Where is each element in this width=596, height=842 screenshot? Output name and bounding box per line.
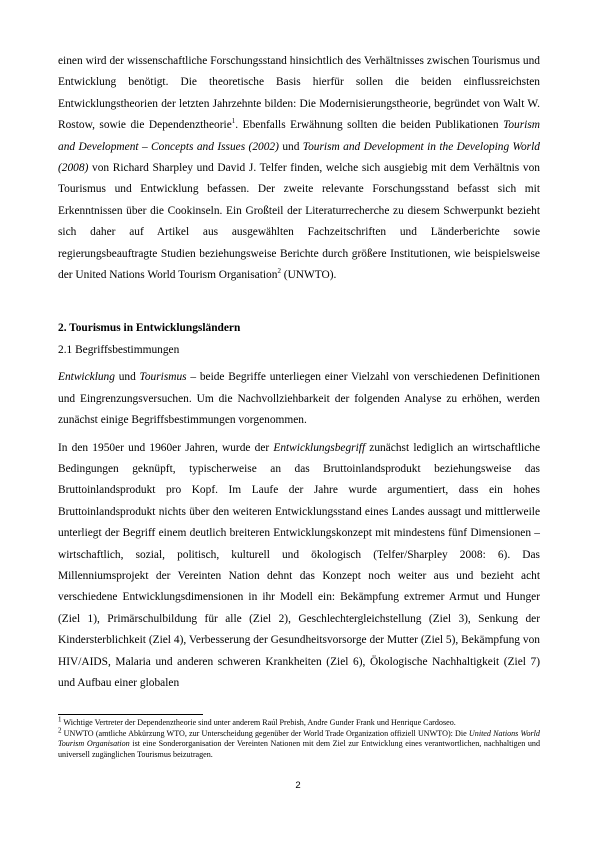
footnote-separator xyxy=(58,714,203,715)
book-title-1: Tourism and Development – Concepts and Issues (2002) xyxy=(58,119,540,153)
paragraph-definitions-intro xyxy=(58,367,540,431)
text-run: einen wird der wissenschaftliche Forschungsstand hinsichtlich des Verhältnisses zwischen Tourismus und Entwicklung benötigt. Die theoretische Basis hierfür sollen die beiden einflussreichsten Entwicklungstheorien der letzten Jahrzehnte bilden: Die Modernisierungstheorie, begründet von Walt W. Rostow, sowie die Dependenztheorie xyxy=(58,55,540,132)
term-entwicklung: Entwicklung xyxy=(58,371,115,384)
subsection-heading: 2.1 Begriffsbestimmungen xyxy=(58,343,180,356)
footnote-mark-2: 2 xyxy=(58,725,62,734)
organisation-name: United Nations World Tourism Organisation xyxy=(58,728,540,749)
text-run: zunächst lediglich an wirtschaftliche Bedingungen geknüpft, typischerweise an das Bruttoinlandsprodukt beziehungsweise das Bruttoinlandsprodukt pro Kopf. Im Laufe der Jahre wurde argumentiert, dass ein hohes Bruttoinlandsprodukt nichts über den weiteren Entwicklungsstand eines Landes aussagt und mittlerweile unterliegt der Begriff einem deutlich breiteren Entwicklungskonzept mit mindestens fünf Dimensionen – wirtschaftlich, sozial, politisch, kulturell und ökologisch (Telfer/Sharpley 2008: 6). Das Millenniumsprojekt der Vereinten Nation dehnt das Konzept noch weiter aus und bezieht acht verschiedene Entwicklungsdimensionen in ihr Modell ein: Bekämpfung extremer Armut und Hunger (Ziel 1), Primärschulbildung für alle (Ziel 2), Geschlechtergleichstellung (Ziel 3), Senkung der Kindersterblichkeit (Ziel 4), Verbesserung der Gesundheitsvorsorge der Mutter (Ziel 5), Bekämpfung von HIV/AIDS, Malaria und anderen schweren Krankheiten (Ziel 6), Ökologische Nachhaltigkeit (Ziel 7) und Aufbau einer globalen xyxy=(58,441,540,689)
paragraph-development-concept xyxy=(58,438,540,695)
footnote-ref-1[interactable]: 1 xyxy=(231,117,236,126)
section-heading: 2. Tourismus in Entwicklungsländern xyxy=(58,322,241,335)
text-run: (UNWTO). xyxy=(280,269,337,282)
text-run: und xyxy=(278,140,303,153)
body-text xyxy=(58,51,540,700)
footnote-text: ist eine Sonderorganisation der Vereinten Nationen mit dem Ziel zur Entwicklung eines verantwortlichen, nachhaltigen und universell zugänglichen Tourismus beizutragen. xyxy=(58,739,541,759)
spacer xyxy=(58,292,540,318)
book-title-2: Tourism and Development in the Developing World (2008) xyxy=(58,140,540,175)
footnote-ref-2[interactable]: 2 xyxy=(277,267,281,276)
footnote-1 xyxy=(58,715,540,729)
text-run: . Ebenfalls Erwähnung sollten die beiden Publikationen xyxy=(235,119,504,132)
page-number: 2 xyxy=(295,780,301,791)
paragraph-research-status xyxy=(58,51,540,286)
footnote-mark-1: 1 xyxy=(58,715,62,724)
footnotes xyxy=(58,715,541,760)
text-run: – beide Begriffe unterliegen einer Vielzahl von verschiedenen Definitionen und Eingrenzungsversuchen. Um die Nachvollziehbarkeit der folgenden Analyse zu erhöhen, werden zunächst einige Begriffsbestimmungen vorgenommen. xyxy=(58,371,540,427)
term-tourismus: Tourismus xyxy=(139,371,187,384)
footnote-2 xyxy=(58,725,541,761)
footnote-text: UNWTO (amtliche Abkürzung WTO, zur Unterscheidung gegenüber der World Trade Organization offiziell UNWTO): Die xyxy=(61,728,469,738)
text-run: von Richard Sharpley und David J. Telfer finden, welche sich ausgiebig mit dem Verhältnis von Tourismus und Entwicklung befassen. Der zweite relevante Forschungsstand befasst sich mit Erkenntnissen über die Cookinseln. Ein Großteil der Literaturrecherche zu diesem Schwerpunkt bezieht sich daher auf Artikel aus ausgewählten Fachzeitschriften und Länderberichte sowie regierungsbeauftragte Studien beziehungsweise Berichte durch größere Institutionen, wie beispielsweise der United Nations World Tourism Organisation xyxy=(58,162,540,282)
term-entwicklungsbegriff: Entwicklungsbegriff xyxy=(273,441,366,454)
text-run: In den 1950er und 1960er Jahren, wurde der xyxy=(58,441,274,454)
text-run: und xyxy=(114,371,140,384)
footnote-text: Wichtige Vertreter der Dependenztheorie sind unter anderem Raúl Prebish, Andre Gunder Frank und Henrique Cardoseo. xyxy=(61,718,456,727)
